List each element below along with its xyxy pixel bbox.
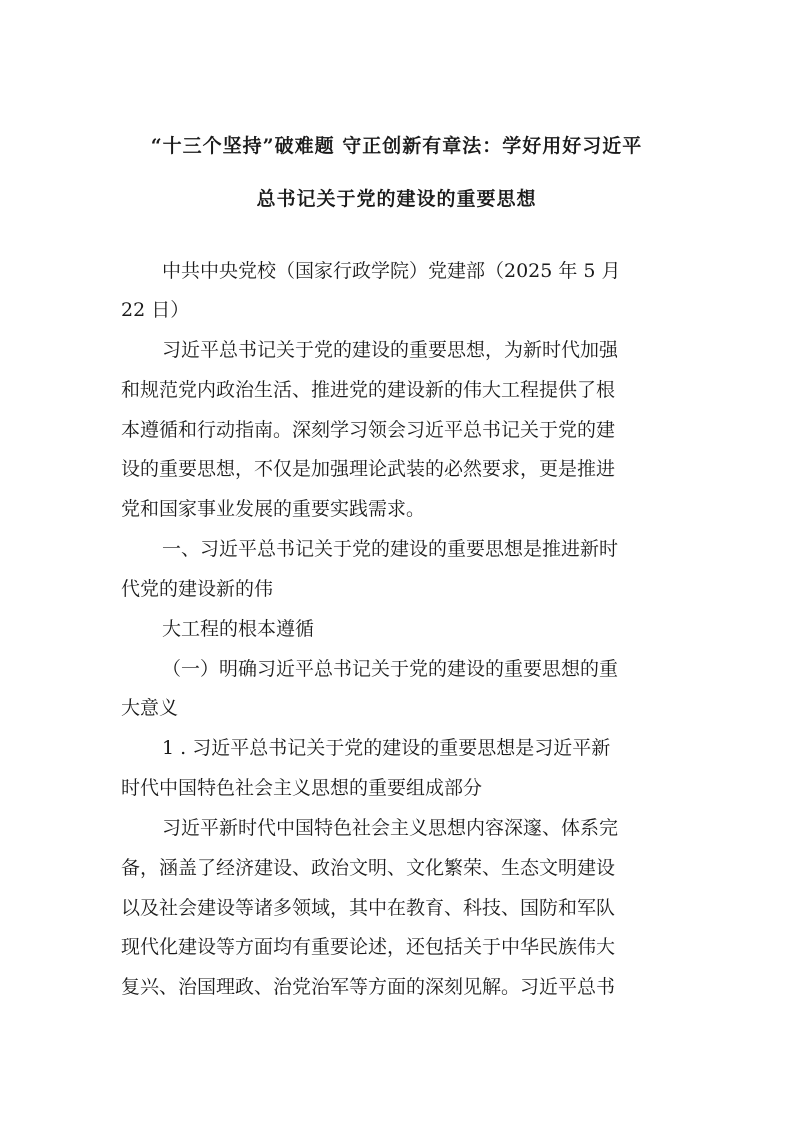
paragraph-line: 和规范党内政治生活、推进党的建设新的伟大工程提供了根 [121,379,616,401]
subsection-heading-line: （一）明确习近平总书记关于党的建设的重要思想的重 [162,658,619,680]
item-heading-line: 1 . 习近平总书记关于党的建设的重要思想是习近平新 [162,737,611,759]
section-heading-line: 代党的建设新的伟 [121,578,274,600]
paragraph-line: 本遵循和行动指南。深刻学习领会习近平总书记关于党的建 [121,419,616,441]
document-title-line-2: 总书记关于党的建设的重要思想 [256,188,537,210]
item-heading-line: 时代中国特色社会主义思想的重要组成部分 [121,777,483,799]
subsection-heading-line: 大意义 [121,697,179,719]
paragraph-line: 复兴、治国理政、治党治军等方面的深刻见解。习近平总书 [121,976,616,998]
section-heading-line: 一、习近平总书记关于党的建设的重要思想是推进新时 [162,538,619,560]
date-line: 22 日） [121,299,190,321]
paragraph-line: 现代化建设等方面均有重要论述，还包括关于中华民族伟大 [121,936,616,958]
paragraph-line: 习近平新时代中国特色社会主义思想内容深邃、体系完 [162,817,619,839]
paragraph-line: 党和国家事业发展的重要实践需求。 [121,498,426,520]
author-line: 中共中央党校（国家行政学院）党建部（2025 年 5 月 [162,260,621,282]
document-title-line-1: “十三个坚持”破难题 守正创新有章法：学好用好习近平 [150,135,643,157]
section-heading-line: 大工程的根本遵循 [162,618,315,640]
paragraph-line: 以及社会建设等诸多领域，其中在教育、科技、国防和军队 [121,897,616,919]
paragraph-line: 备，涵盖了经济建设、政治文明、文化繁荣、生态文明建设 [121,857,616,879]
paragraph-line: 设的重要思想，不仅是加强理论武装的必然要求，更是推进 [121,458,616,480]
paragraph-line: 习近平总书记关于党的建设的重要思想，为新时代加强 [162,339,619,361]
